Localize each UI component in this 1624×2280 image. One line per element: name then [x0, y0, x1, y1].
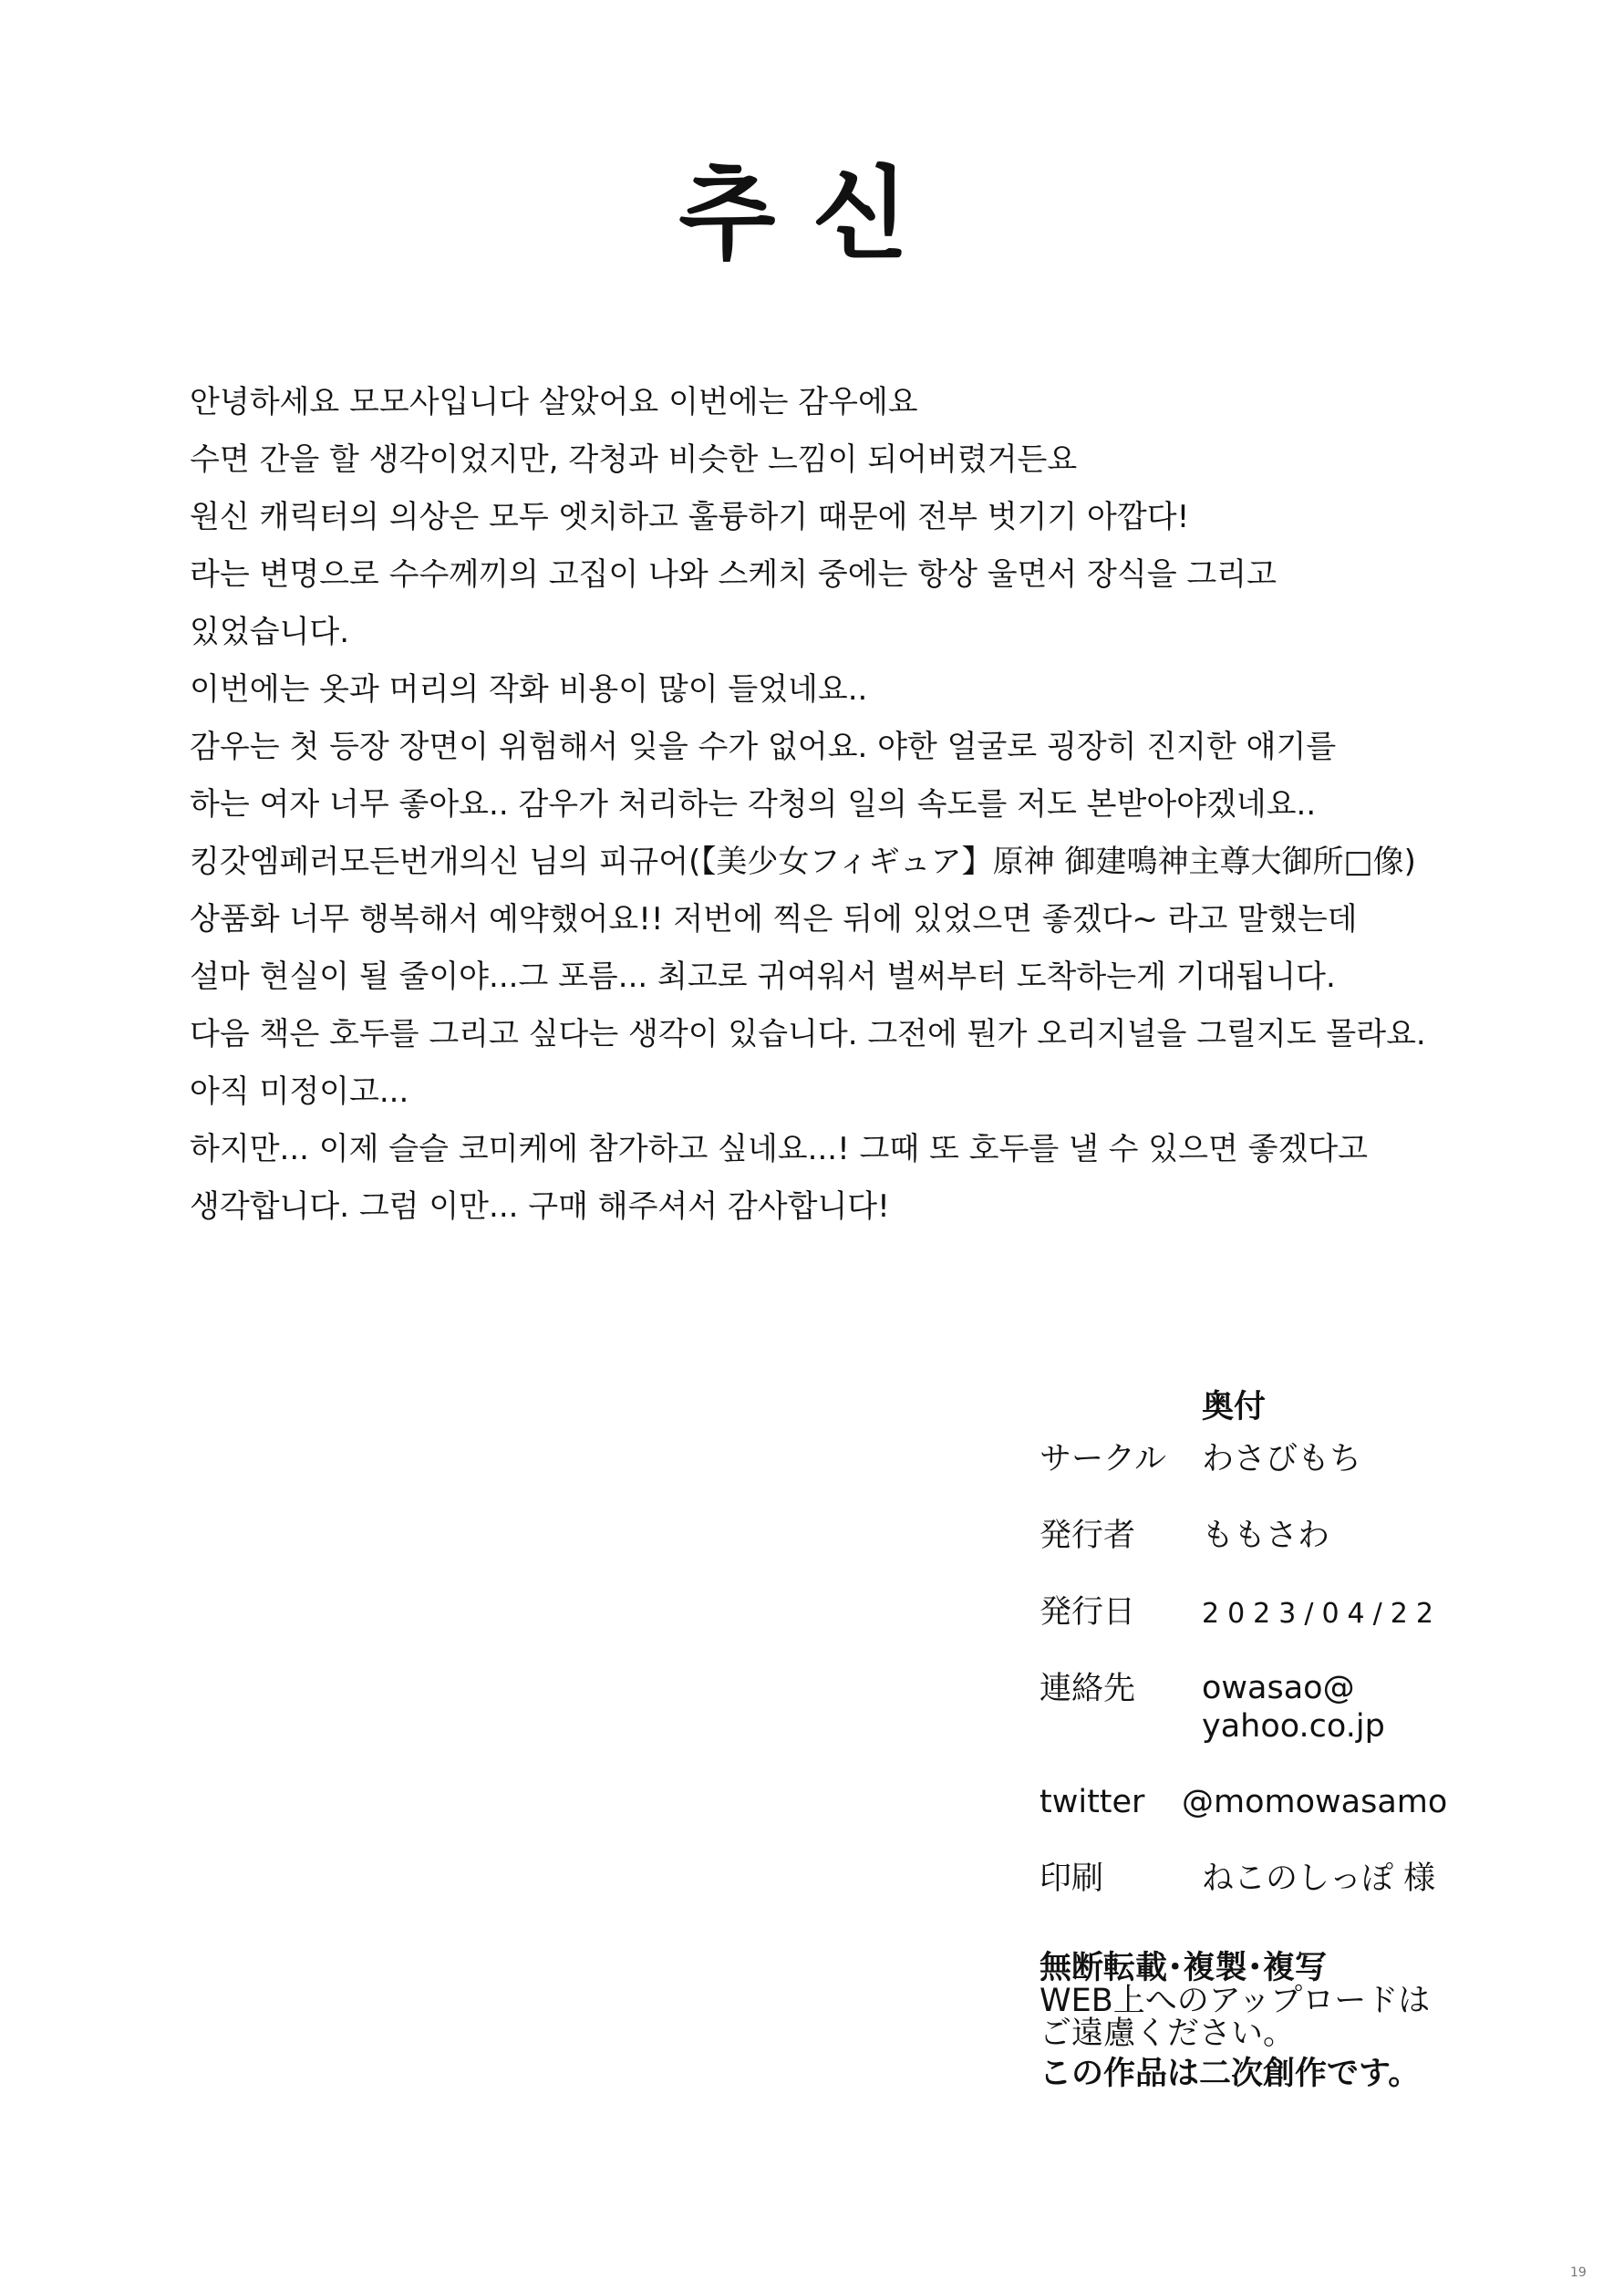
- colophon-row-print: [1040, 1859, 1550, 1935]
- afterword-line: 상품화 너무 행복해서 예약했어요!! 저번에 찍은 뒤에 있었으면 좋겠다~ 라고 말했는데: [190, 901, 1358, 938]
- colophon-row-publisher: [1040, 1516, 1550, 1592]
- contact-value: [1202, 1669, 1385, 1746]
- contact-email-part-2: yahoo.co.jp: [1202, 1708, 1385, 1745]
- afterword-line: 설마 현실이 될 줄이야...그 포름... 최고로 귀여워서 벌써부터 도착하는게 기대됩니다.: [190, 959, 1336, 995]
- colophon-row-date: [1040, 1592, 1550, 1669]
- colophon-row-contact: [1040, 1669, 1550, 1782]
- print-label: 印刷: [1040, 1860, 1104, 1897]
- afterword-line: 원신 캐릭터의 의상은 모두 엣치하고 훌륭하기 때문에 전부 벗기기 아깝다!: [190, 499, 1190, 535]
- notice-line: 無断転載･複製･複写: [1040, 1950, 1328, 1986]
- colophon-heading: 奥付: [1202, 1389, 1267, 1425]
- colophon-row-circle: [1040, 1439, 1550, 1516]
- contact-email-part-1: owasao@: [1202, 1670, 1355, 1706]
- afterword-line: 감우는 첫 등장 장면이 위험해서 잊을 수가 없어요. 야한 얼굴로 굉장히 진지한 얘기를: [190, 729, 1337, 765]
- afterword-line: 안녕하세요 모모사입니다 살았어요 이번에는 감우에요: [190, 384, 918, 420]
- print-value: ねこのしっぽ 様: [1202, 1860, 1436, 1897]
- twitter-handle: @momowasamo: [1182, 1784, 1448, 1820]
- afterword-line: 하지만... 이제 슬슬 코미케에 참가하고 싶네요...! 그때 또 호두를 낼 수 있으면 좋겠다고: [190, 1131, 1369, 1167]
- circle-value: わさびもち: [1202, 1441, 1362, 1477]
- colophon-table: [1040, 1439, 1550, 1935]
- afterword-text: [190, 374, 1484, 1236]
- notice-line: この作品は二次創作です。: [1040, 2056, 1421, 2092]
- publisher-label: 発行者: [1040, 1518, 1136, 1554]
- afterword-line: 라는 변명으로 수수께끼의 고집이 나와 스케치 중에는 항상 울면서 장식을 그리고: [190, 556, 1277, 593]
- circle-label: サークル: [1040, 1441, 1166, 1477]
- afterword-line: 킹갓엠페러모든번개의신 님의 피규어(【美少女フィギュア】原神 御建鳴神主尊大御所□像): [190, 844, 1416, 880]
- afterword-line: 생각합니다. 그럼 이만... 구매 해주셔서 감사합니다!: [190, 1188, 890, 1225]
- notice-line: WEB上へのアップロードは: [1040, 1983, 1431, 2019]
- page-number: 19: [1570, 2265, 1587, 2280]
- afterword-line: 다음 책은 호두를 그리고 싶다는 생각이 있습니다. 그전에 뭔가 오리지널을 그릴지도 몰라요.: [190, 1016, 1426, 1052]
- afterword-line: 이번에는 옷과 머리의 작화 비용이 많이 들었네요..: [190, 671, 868, 708]
- copyright-notice: [1040, 1952, 1430, 2090]
- afterword-line: 하는 여자 너무 좋아요.. 감우가 처리하는 각청의 일의 속도를 저도 본받아야겠네요..: [190, 786, 1317, 823]
- afterword-line: 있었습니다.: [190, 614, 350, 650]
- publisher-value: ももさわ: [1202, 1518, 1330, 1554]
- page-title: 추신: [678, 156, 946, 273]
- twitter-label: twitter: [1040, 1784, 1145, 1820]
- date-label: 発行日: [1040, 1594, 1136, 1631]
- date-value: 2023/04/22: [1202, 1598, 1442, 1630]
- afterword-line: 아직 미정이고...: [190, 1073, 409, 1110]
- contact-label: 連絡先: [1040, 1671, 1136, 1707]
- notice-line: ご遠慮ください。: [1040, 2016, 1296, 2052]
- afterword-line: 수면 간을 할 생각이었지만, 각청과 비슷한 느낌이 되어버렸거든요: [190, 441, 1078, 478]
- colophon-row-twitter: [1040, 1782, 1550, 1859]
